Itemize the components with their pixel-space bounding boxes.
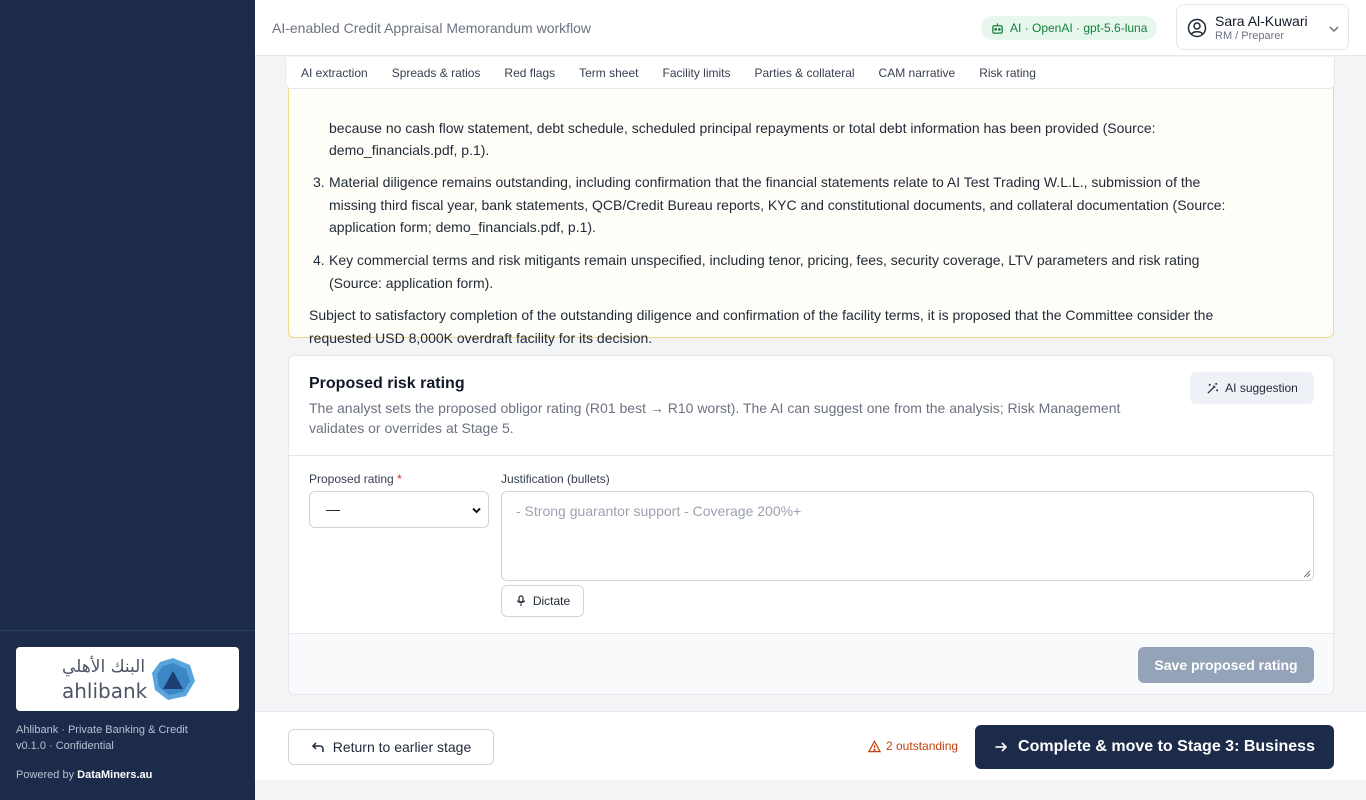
ai-model-text: AI · OpenAI · gpt-5.6-luna [1010,21,1148,35]
narrative-closing-line1: Subject to satisfactory completion of the outstanding diligence and confirmation of the facility terms, it is proposed that the Committee consider the [309,307,1214,323]
narrative-item2-line1: because no cash flow statement, debt schedule, scheduled principal repayments or total debt information has been provided (Source: [329,120,1156,136]
risk-card-divider [289,455,1334,456]
outstanding-text: 2 outstanding [886,739,959,753]
risk-rating-description: The analyst sets the proposed obligor rating (R01 best → R10 worst). The AI can suggest one from the analysis; Risk Management validates or overrides at Stage 5. [309,400,1121,436]
arrow-right-icon [994,740,1008,754]
narrative-item3-line3: application form; demo_financials.pdf, p.1). [329,219,596,235]
narrative-item4-line2: (Source: application form). [329,275,494,291]
bottom-spacer [255,780,1366,800]
user-name: Sara Al-Kuwari [1215,13,1308,29]
robot-icon [991,22,1004,35]
section-tabs [285,57,1335,89]
undo-arrow-icon [311,740,325,754]
sidebar [0,0,255,800]
stage-action-bar [255,711,1366,780]
return-earlier-stage-label: Return to earlier stage [332,739,472,755]
chevron-down-icon [471,505,482,516]
chevron-down-icon [1328,23,1340,35]
ai-model-badge [981,16,1157,40]
microphone-icon [515,595,527,607]
warning-icon [868,740,881,753]
tab-term-sheet[interactable]: Term sheet [579,65,639,80]
resize-grip-icon[interactable] [1303,570,1311,578]
tab-parties-collateral[interactable]: Parties & collateral [754,65,855,80]
narrative-item4-number: 4. [313,252,325,268]
user-avatar-icon [1187,18,1207,38]
powered-by-brand[interactable]: DataMiners.au [77,769,153,781]
proposed-rating-label-text: Proposed rating [309,472,394,486]
logo-mark-icon [150,657,196,701]
tab-ai-extraction[interactable]: AI extraction [301,65,368,80]
proposed-rating-value: — [326,501,340,517]
risk-rating-title: Proposed risk rating [309,375,465,392]
page-title: AI-enabled Credit Appraisal Memorandum workflow [272,20,592,36]
narrative-item4-line1: Key commercial terms and risk mitigants remain unspecified, including tenor, pricing, fees, security coverage, LTV parameters and risk rating [329,252,1200,268]
logo-latin-text: ahlibank [62,679,148,703]
narrative-closing-line2: requested USD 8,000K overdraft facility for its decision. [309,330,653,346]
powered-by-prefix: Powered by [16,769,78,781]
narrative-item3-line2: missing third fiscal year, bank statements, QCB/Credit Bureau reports, KYC and constitutional documents, and collateral documentation (Source: [329,197,1226,213]
user-role: RM / Preparer [1215,30,1285,42]
tab-red-flags[interactable]: Red flags [504,65,556,80]
sidebar-version-line: v0.1.0 · Confidential [16,740,114,752]
ai-suggestion-label: AI suggestion [1225,381,1298,395]
narrative-item3-line1: Material diligence remains outstanding, including confirmation that the financial statements relate to AI Test Trading W.L.L., submission of the [329,174,1201,190]
tab-cam-narrative[interactable]: CAM narrative [878,65,956,80]
sidebar-product-line: Ahlibank · Private Banking & Credit [16,724,188,736]
risk-rating-card [288,355,1334,695]
dictate-button[interactable] [501,585,584,617]
sidebar-divider [0,630,255,631]
cam-narrative-card [288,57,1334,346]
main-content[interactable] [255,57,1366,711]
ai-suggestion-button[interactable] [1190,372,1314,404]
bank-logo [16,647,239,711]
narrative-item2-line2: demo_financials.pdf, p.1). [329,142,490,158]
justification-label: Justification (bullets) [501,472,610,486]
return-earlier-stage-button[interactable] [288,729,494,765]
top-header [255,0,1366,56]
save-proposed-rating-button[interactable]: Save proposed rating [1138,647,1314,683]
logo-arabic-text: البنك الأهلي [62,657,146,677]
user-menu[interactable] [1176,4,1349,50]
dictate-label: Dictate [532,594,571,608]
required-mark: * [397,472,402,486]
powered-by [16,769,152,781]
justification-textarea[interactable] [501,491,1314,581]
tab-risk-rating[interactable]: Risk rating [979,65,1036,80]
risk-card-footer [289,633,1334,695]
outstanding-count [868,739,958,753]
tab-spreads-ratios[interactable]: Spreads & ratios [391,65,481,80]
magic-wand-icon [1206,382,1219,395]
tab-facility-limits[interactable]: Facility limits [662,65,731,80]
complete-stage-label: Complete & move to Stage 3: Business [1018,738,1315,755]
proposed-rating-select[interactable] [309,491,489,528]
complete-stage-button[interactable] [975,725,1334,769]
proposed-rating-label [309,472,402,486]
narrative-item3-number: 3. [313,174,325,190]
